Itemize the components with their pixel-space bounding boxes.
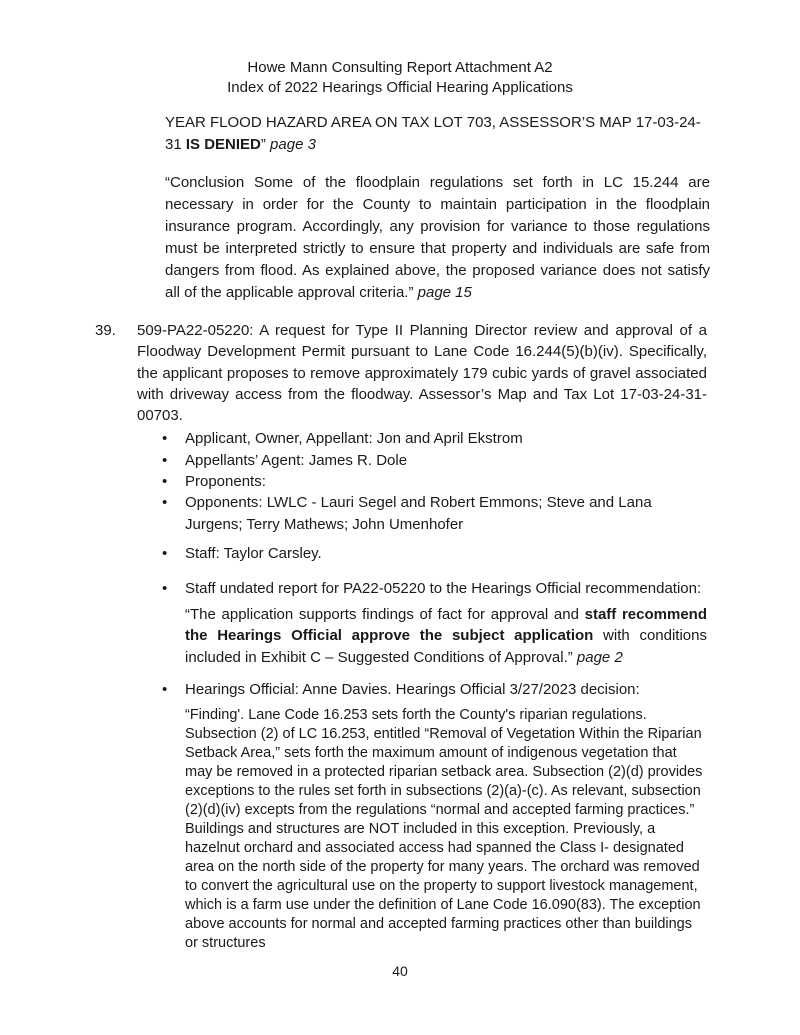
bullet-item-staff bbox=[162, 543, 705, 564]
bullet-item-applicant bbox=[162, 428, 705, 449]
conclusion-page-ref: page 15 bbox=[417, 284, 472, 301]
bullet-item-staff-report bbox=[162, 578, 705, 599]
bullet-icon bbox=[162, 428, 185, 449]
bullet-icon bbox=[162, 471, 185, 492]
item-body-text: 509-PA22-05220: A request for Type II Planning Director review and approval of a Floodway Development Permit pursuant to Lane Code 16.244(5)(b)(iv). Specifically, the applicant proposes to remove approximately 179 cubic yards of gravel associated with driveway access from the floodway. Assessor’s Map and Tax Lot 17-03-24-31-00703. bbox=[137, 322, 707, 425]
bullet-item-agent bbox=[162, 450, 705, 471]
bullet-text: Opponents: LWLC - Lauri Segel and Robert Emmons; Steve and Lana Jurgens; Terry Mathews; John Umenhofer bbox=[185, 494, 652, 533]
report-quote-text-1: “The application supports findings of fact for approval and bbox=[185, 605, 585, 623]
bullet-item-opponents bbox=[162, 492, 705, 535]
bullet-text: Appellants’ Agent: James R. Dole bbox=[185, 451, 408, 469]
page-number: 40 bbox=[392, 963, 408, 979]
conclusion-quote-paragraph bbox=[165, 172, 710, 304]
staff-report-quote bbox=[185, 604, 707, 669]
bullet-icon bbox=[162, 679, 185, 700]
bullet-text: Staff undated report for PA22-05220 to the Hearings Official recommendation: bbox=[185, 580, 702, 598]
bullet-text: Staff: Taylor Carsley. bbox=[185, 544, 322, 562]
denied-paragraph bbox=[165, 112, 712, 156]
report-quote-page-ref: page 2 bbox=[576, 648, 623, 666]
bullet-text: Proponents: bbox=[185, 473, 266, 491]
document-header bbox=[0, 0, 800, 98]
denied-bold-text: IS DENIED bbox=[185, 136, 261, 153]
bullet-item-hearings-official bbox=[162, 679, 705, 700]
hearings-decision-quote: “Finding'. Lane Code 16.253 sets forth the County's riparian regulations. Subsection (2) of LC 16.253, entitled “Removal of Vegetation Within the Riparian Setback Area,” sets forth the maximum amount of indigenous vegetation that may be removed in a protected riparian setback area. Subsection (2)(d) provides exceptions to the rules set forth in subsections (2)(a)-(c). As relevant, subsection (2)(d)(iv) excepts from the regulations “normal and accepted farming practices.” Buildings and structures are NOT included in this exception. Previously, a hazelnut orchard and associated access had spanned the Class I- designated area on the north side of the property for many years. The orchard was removed to convert the agricultural use on the property to support livestock management, which is a farm use under the definition of Lane Code 16.090(83). The exception above accounts for normal and accepted farming practices other than buildings or structures bbox=[185, 706, 703, 951]
header-line-2: Index of 2022 Hearings Official Hearing Applications bbox=[227, 79, 573, 96]
bullet-icon bbox=[162, 450, 185, 471]
numbered-item-39 bbox=[95, 320, 707, 426]
denied-page-ref: page 3 bbox=[270, 136, 316, 153]
header-line-1: Howe Mann Consulting Report Attachment A2 bbox=[247, 59, 553, 76]
report-quote-bold: staff recommend the Hearings Official approve the subject application bbox=[185, 605, 707, 645]
bullet-icon bbox=[162, 492, 185, 535]
report-quote-text-2: with conditions included in Exhibit C – Suggested Conditions of Approval.” bbox=[185, 627, 707, 666]
bullet-icon bbox=[162, 578, 185, 599]
bullet-text: Applicant, Owner, Appellant: Jon and April Ekstrom bbox=[185, 430, 523, 448]
denied-text: YEAR FLOOD HAZARD AREA ON TAX LOT 703, ASSESSOR’S MAP 17-03-24-31 bbox=[165, 114, 701, 153]
bullet-list bbox=[0, 428, 800, 534]
bullet-item-proponents bbox=[162, 471, 705, 492]
denied-quote-close: ” bbox=[260, 136, 271, 153]
conclusion-text: “Conclusion Some of the floodplain regulations set forth in LC 15.244 are necessary in order for the County to maintain participation in the floodplain insurance program. Accordingly, any provision for variance to those regulations must be interpreted strictly to ensure that property and individuals are safe from dangers from flood. As explained above, the proposed variance does not satisfy all of the applicable approval criteria.” bbox=[165, 174, 710, 301]
bullet-text: Hearings Official: Anne Davies. Hearings Official 3/27/2023 decision: bbox=[185, 680, 640, 698]
item-number: 39. bbox=[95, 322, 116, 339]
bullet-icon bbox=[162, 543, 185, 564]
